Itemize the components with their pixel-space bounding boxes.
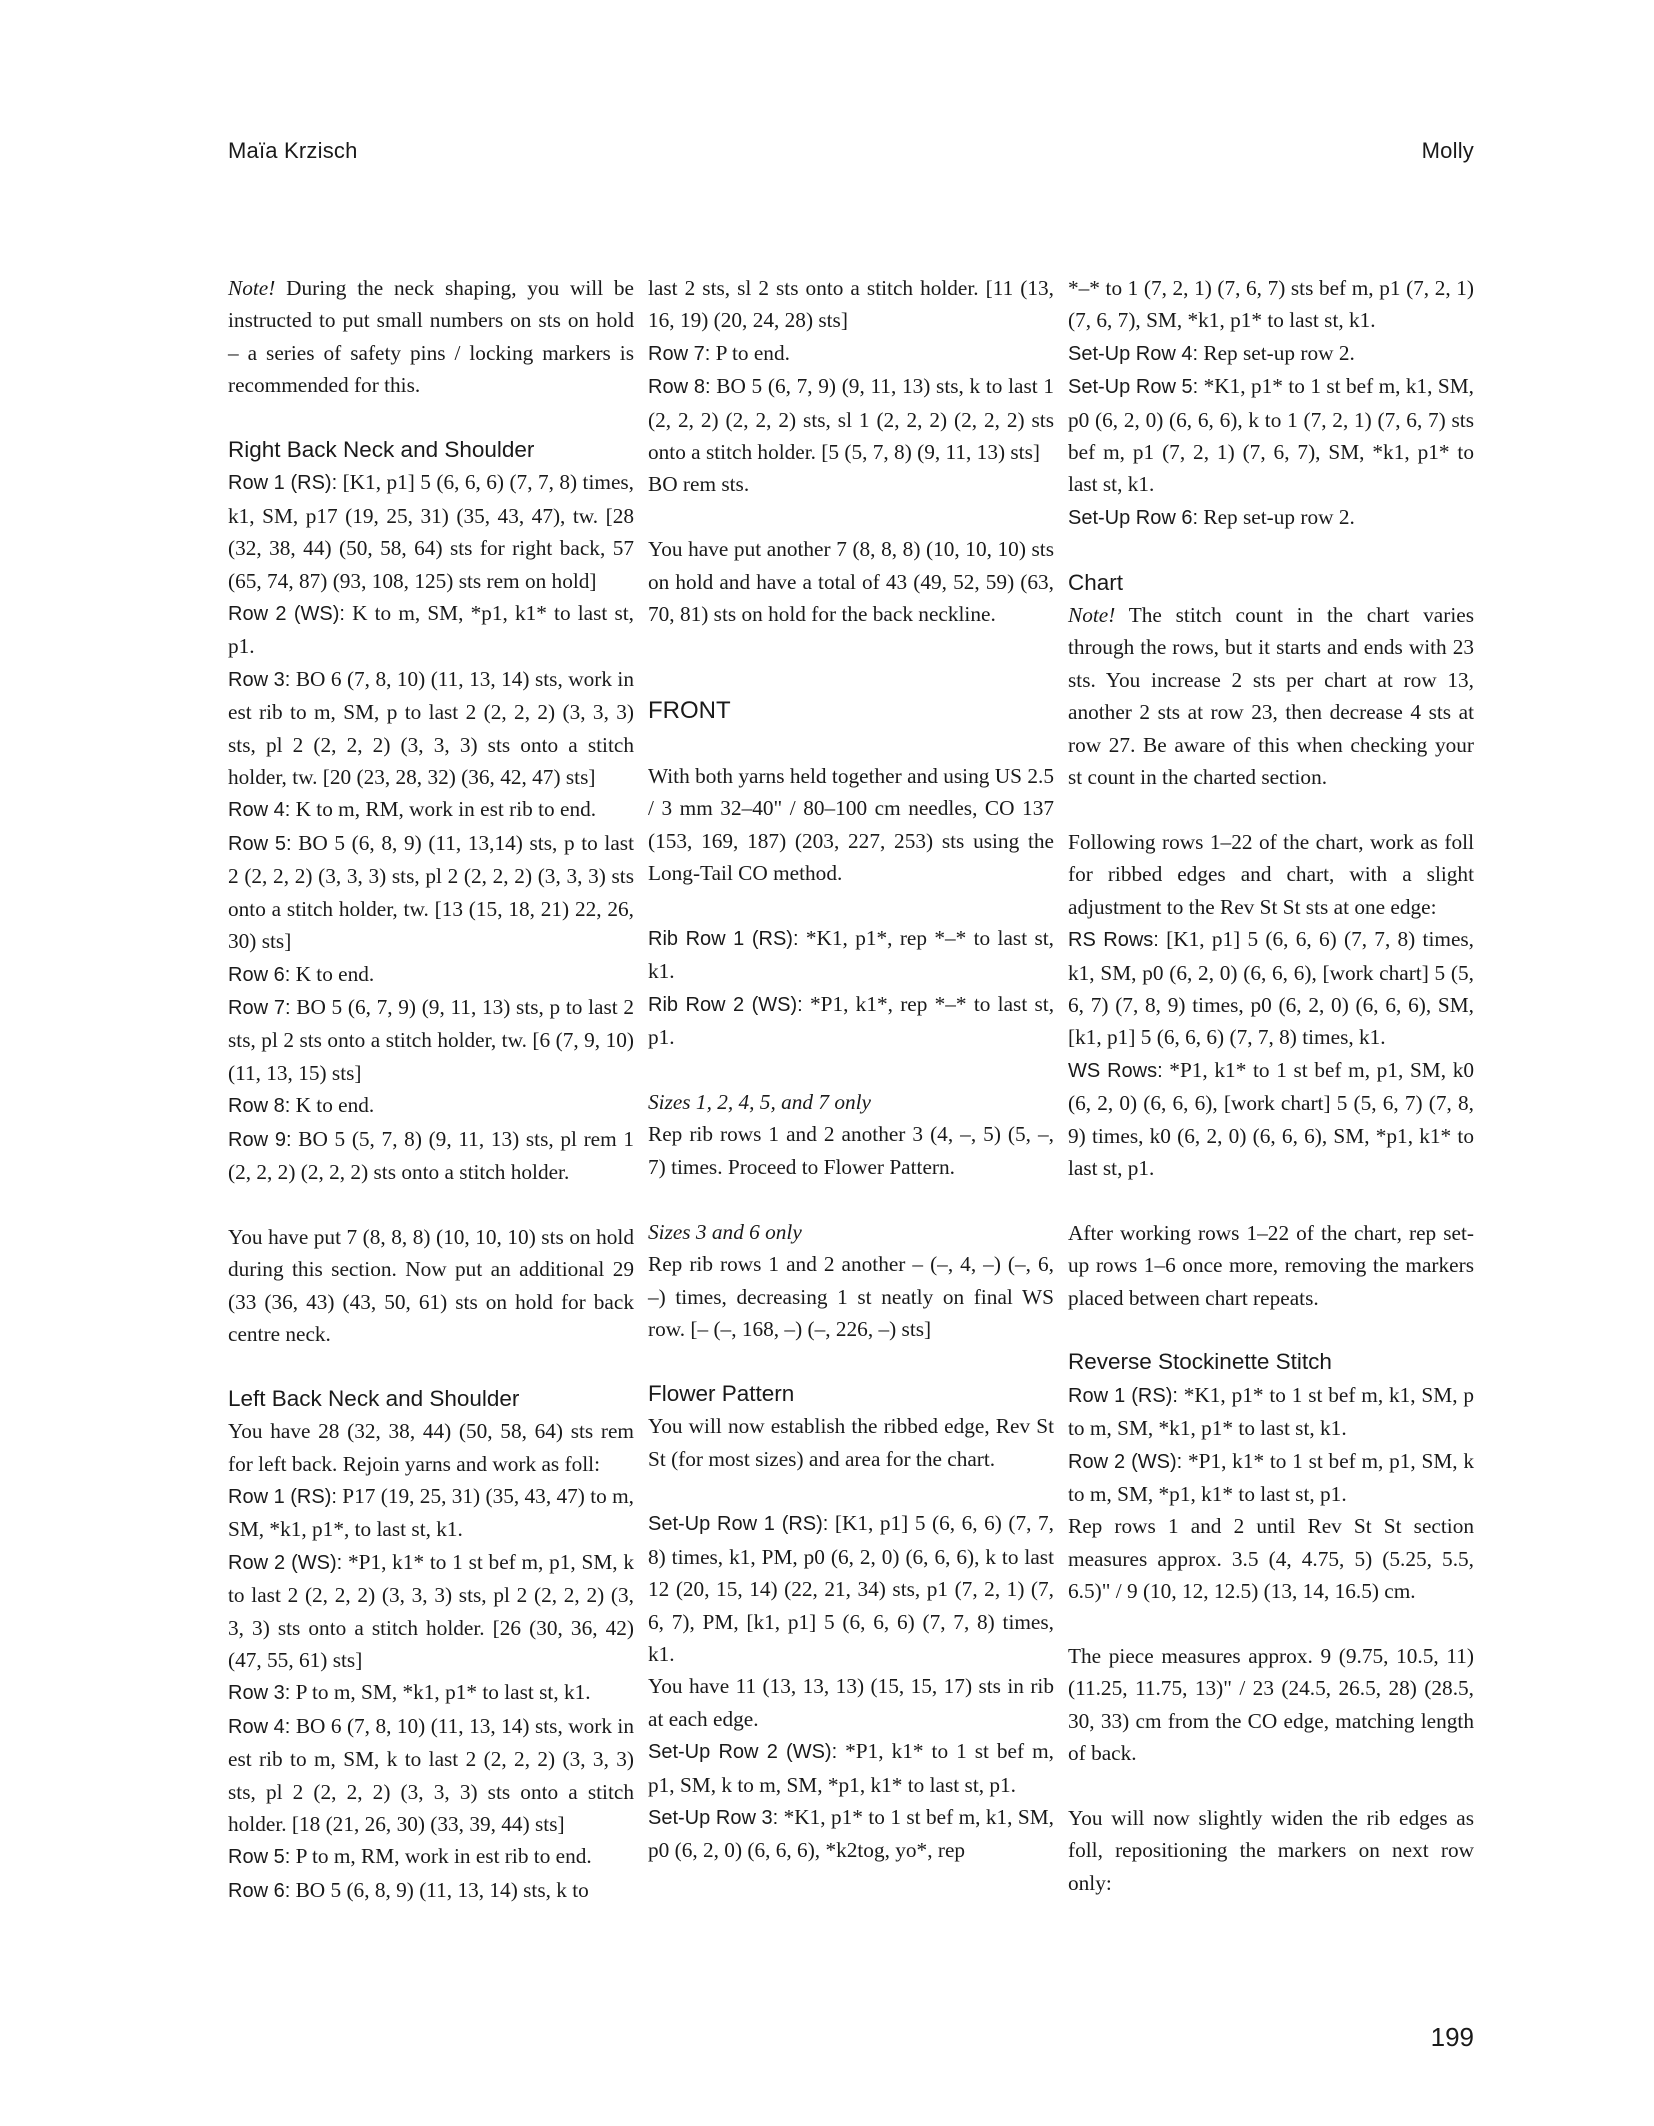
instruction-row: Row 1 (RS): P17 (19, 25, 31) (35, 43, 47) to m, SM, *k1, p1*, to last st, k1. [228,1483,635,1542]
instruction-row: Row 5: BO 5 (6, 8, 9) (11, 13,14) sts, p to last 2 (2, 2, 2) (3, 3, 3) sts, pl 2 (2, 2, 2) (3, 3, 3) sts onto a stitch holder, tw. [13 (15, 18, 21) 22, 26, 30) sts] [228,830,635,954]
piece-measures: The piece measures approx. 9 (9.75, 10.5, 11) (11.25, 11.75, 13)" / 23 (24.5, 26.5, 28) (28.5, 30, 33) cm from the CO edge, matching length of back. [1068,1643,1474,1766]
instruction-row: Row 4: BO 6 (7, 8, 10) (11, 13, 14) sts, work in est rib to m, SM, k to last 2 (2, 2, 2) (3, 3, 3) sts, pl 2 (2, 2, 2) (3, 3, 3) sts onto a stitch holder. [18 (21, 26, 30) (33, 39, 44) sts] [228,1713,635,1837]
instruction-row: Row 2 (WS): *P1, k1* to 1 st bef m, p1, SM, k to m, SM, *p1, k1* to last st, p1. [1068,1448,1475,1506]
flower-intro: You will now establish the ribbed edge, Rev St St (for most sizes) and area for the chart. [648,1414,1054,1471]
right-back-neck-heading: Right Back Neck and Shoulder [228,437,535,463]
put-hold-paragraph: You have put 7 (8, 8, 8) (10, 10, 10) sts on hold during this section. Now put an additional 29 (33 (36, 43) (43, 50, 61) sts on hold for back centre neck. [228,1224,634,1346]
instruction-row: Row 2 (WS): *P1, k1* to 1 st bef m, p1, SM, k to last 2 (2, 2, 2) (3, 3, 3) sts, pl 2 (2, 2, 2) (3, 3, 3) sts onto a stitch holder. [26 (30, 36, 42) (47, 55, 61) sts] [228,1549,635,1673]
instruction-row: Row 8: K to end. [228,1093,375,1118]
continued-text: *–* to 1 (7, 2, 1) (7, 6, 7) sts bef m, p1 (7, 2, 1) (7, 6, 7), SM, *k1, p1* to last st, k1. [1068,276,1474,333]
instruction-row: Row 1 (RS): *K1, p1* to 1 st bef m, k1, SM, p to m, SM, *k1, p1* to last st, k1. [1068,1382,1474,1441]
put-another-paragraph: You have put another 7 (8, 8, 8) (10, 10, 10) sts on hold and have a total of 43 (49, 52, 59) (63, 70, 81) sts on hold for the back neckline. [648,537,1054,627]
column-1 [228,272,634,1907]
instruction-row: Set-Up Row 4: Rep set-up row 2. [1068,340,1355,365]
instruction-row: Row 7: BO 5 (6, 7, 9) (9, 11, 13) sts, p to last 2 sts, pl 2 sts onto a stitch holder, tw. [6 (7, 9, 10) (11, 13, 15) sts] [228,994,635,1085]
bo-rem: BO rem sts. [648,472,750,497]
front-intro: With both yarns held together and using US 2.5 / 3 mm 32–40" / 80–100 cm needles, CO 137 (153, 169, 187) (203, 227, 253) sts using the Long-Tail CO method. [648,764,1054,886]
instruction-row: Set-Up Row 5: *K1, p1* to 1 st bef m, k1, SM, p0 (6, 2, 0) (6, 6, 6), k to 1 (7, 2, 1) (7, 6, 7) sts bef m, p1 (7, 2, 1) (7, 6, 7), SM, *k1, p1* to last st, k1. [1068,374,1474,497]
instruction-row: Set-Up Row 6: Rep set-up row 2. [1068,504,1355,529]
sizes-3-text: Rep rib rows 1 and 2 another – (–, 4, –) (–, 6, –) times, decreasing 1 st neatly on final WS row. [– (–, 168, –) (–, 226, –) sts] [648,1252,1054,1341]
rib-count: You have 11 (13, 13, 13) (15, 15, 17) sts in rib at each edge. [648,1674,1054,1731]
column-2 [648,272,1054,1907]
instruction-row: Row 9: BO 5 (5, 7, 8) (9, 11, 13) sts, pl rem 1 (2, 2, 2) (2, 2, 2) sts onto a stitch holder. [228,1126,635,1184]
instruction-row: Row 6: K to end. [228,961,375,986]
note-paragraph [228,272,634,402]
column-3 [1068,272,1474,1907]
continued-text: last 2 sts, sl 2 sts onto a stitch holder. [11 (13, 16, 19) (20, 24, 28) sts] [648,276,1054,333]
instruction-row: Row 4: K to m, RM, work in est rib to end. [228,797,597,822]
note-label: Note! [228,276,276,300]
running-head-title: Molly [1421,138,1474,163]
reverse-stockinette-heading: Reverse Stockinette Stitch [1068,1349,1332,1375]
instruction-row: Row 3: P to m, SM, *k1, p1* to last st, k1. [228,1680,591,1705]
instruction-row: Row 6: BO 5 (6, 8, 9) (11, 13, 14) sts, k to [228,1877,589,1902]
following-paragraph: Following rows 1–22 of the chart, work as foll for ribbed edges and chart, with a slight adjustment to the Rev St St sts at one edge: [1068,829,1474,919]
sizes-3-heading: Sizes 3 and 6 only [648,1219,802,1244]
after-paragraph: After working rows 1–22 of the chart, rep set-up rows 1–6 once more, removing the markers placed between chart repeats. [1068,1220,1474,1310]
instruction-row: Row 5: P to m, RM, work in est rib to end. [228,1844,592,1869]
instruction-row: RS Rows: [K1, p1] 5 (6, 6, 6) (7, 7, 8) times, k1, SM, p0 (6, 2, 0) (6, 6, 6), [work chart] 5 (5, 6, 7) (7, 8, 9) times, p0 (6, 2, 0) (6, 6, 6), SM, [k1, p1] 5 (6, 6, 6) (7, 7, 8) times, k1. [1068,927,1475,1050]
text-columns [228,272,1474,1907]
left-back-neck-heading: Left Back Neck and Shoulder [228,1385,520,1411]
note-text: During the neck shaping, you will be instructed to put small numbers on sts on hold – a series of safety pins / locking markers is recommended for this. [228,276,634,398]
front-heading: FRONT [648,697,731,725]
instruction-row: Row 3: BO 6 (7, 8, 10) (11, 13, 14) sts, work in est rib to m, SM, p to last 2 (2, 2, 2) (3, 3, 3) sts, pl 2 (2, 2, 2) (3, 3, 3) sts onto a stitch holder, tw. [20 (23, 28, 32) (36, 42, 47) sts] [228,666,635,790]
left-back-intro: You have 28 (32, 38, 44) (50, 58, 64) sts rem for left back. Rejoin yarns and work as foll: [228,1419,634,1476]
instruction-row: Row 8: BO 5 (6, 7, 9) (9, 11, 13) sts, k to last 1 (2, 2, 2) (2, 2, 2) sts, sl 1 (2, 2, 2) (2, 2, 2) sts onto a stitch holder. [5 (5, 7, 8) (9, 11, 13) sts] [648,374,1055,465]
rib-row: Rib Row 2 (WS): *P1, k1*, rep *–* to last st, p1. [648,991,1055,1050]
instruction-row: WS Rows: *P1, k1* to 1 st bef m, p1, SM, k0 (6, 2, 0) (6, 6, 6), [work chart] 5 (5, 6, 7) (7, 8, 9) times, k0 (6, 2, 0) (6, 6, 6), SM, *p1, k1* to last st, p1. [1068,1057,1474,1180]
running-head-author: Maïa Krzisch [228,138,358,163]
rib-row: Rib Row 1 (RS): *K1, p1*, rep *–* to last st, k1. [648,926,1054,984]
instruction-row: Row 2 (WS): K to m, SM, *p1, k1* to last st, p1. [228,601,634,659]
instruction-row: Row 7: P to end. [648,340,790,365]
chart-heading: Chart [1068,569,1124,595]
rss-repeat: Rep rows 1 and 2 until Rev St St section measures approx. 3.5 (4, 4.75, 5) (5.25, 5.5, 6.5)" / 9 (10, 12, 12.5) (13, 14, 16.5) cm. [1068,1514,1474,1604]
flower-pattern-heading: Flower Pattern [648,1380,795,1406]
instruction-row: Set-Up Row 1 (RS): [K1, p1] 5 (6, 6, 6) (7, 7, 8) times, k1, PM, p0 (6, 2, 0) (6, 6, 6), k to last 12 (20, 15, 14) (22, 21, 34) sts, p1 (7, 2, 1) (7, 6, 7), PM, [k1, p1] 5 (6, 6, 6) (7, 7, 8) times, k1. [648,1511,1054,1666]
page-number: 199 [1430,2022,1474,2052]
chart-note: Note! The stitch count in the chart varies through the rows, but it starts and ends with 23 sts. You increase 2 sts per chart at row 13, another 2 sts at row 23, then decrease 4 sts at row 27. Be aware of this when checking your st count in the charted section. [1068,603,1474,790]
sizes-1-heading: Sizes 1, 2, 4, 5, and 7 only [648,1090,872,1115]
instruction-row: Set-Up Row 3: *K1, p1* to 1 st bef m, k1, SM, p0 (6, 2, 0) (6, 6, 6), *k2tog, yo*, rep [648,1804,1054,1863]
sizes-1-text: Rep rib rows 1 and 2 another 3 (4, –, 5) (5, –, 7) times. Proceed to Flower Pattern. [648,1122,1054,1179]
widen-paragraph: You will now slightly widen the rib edges as foll, repositioning the markers on next row only: [1068,1806,1474,1895]
instruction-row: Set-Up Row 2 (WS): *P1, k1* to 1 st bef m, p1, SM, k to m, SM, *p1, k1* to last st, p1. [648,1739,1054,1797]
instruction-row: Row 1 (RS): [K1, p1] 5 (6, 6, 6) (7, 7, 8) times, k1, SM, p17 (19, 25, 31) (35, 43, 47), tw. [28 (32, 38, 44) (50, 58, 64) sts for right back, 57 (65, 74, 87) (93, 108, 125) sts rem on hold] [228,470,635,593]
